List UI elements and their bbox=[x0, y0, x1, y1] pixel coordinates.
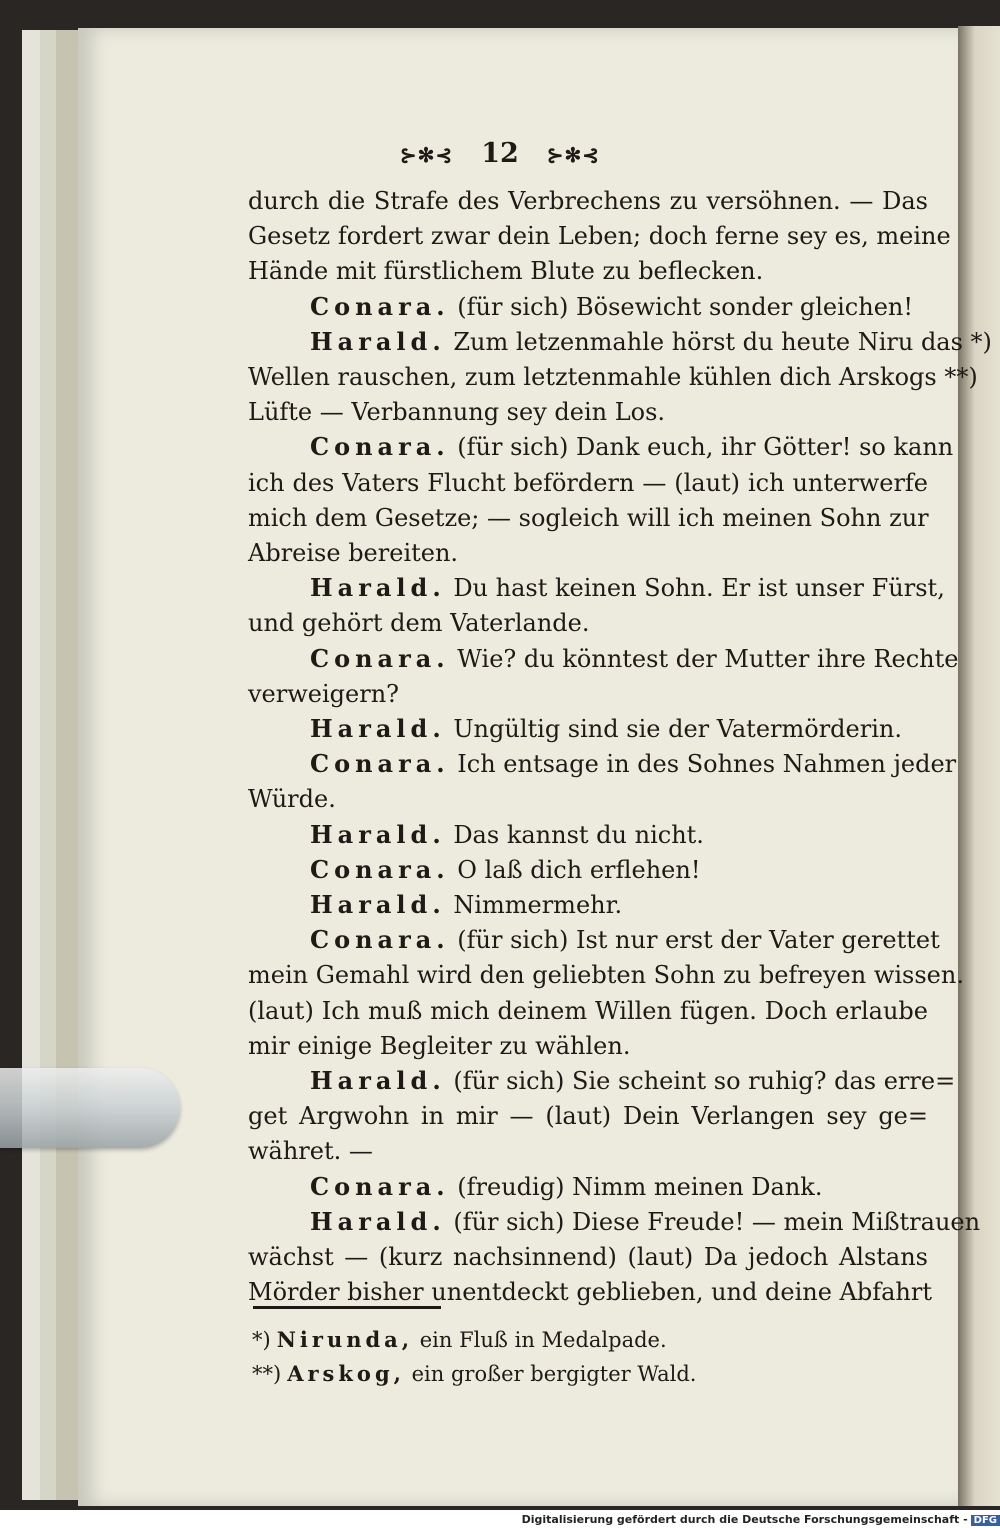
line-text: get Argwohn in mir — (laut) Dein Verlangen sey ge= bbox=[248, 1102, 928, 1131]
line-text: währet. — bbox=[248, 1137, 373, 1166]
page-number: 12 bbox=[481, 138, 519, 169]
text-line bbox=[310, 573, 945, 603]
text-line bbox=[248, 186, 928, 216]
text-line bbox=[310, 1206, 981, 1237]
speaker-name: Harald. bbox=[310, 1206, 446, 1236]
line-text: Lüfte — Verbannung sey dein Los. bbox=[248, 398, 666, 427]
speaker-name: Conara. bbox=[310, 432, 450, 462]
page-edge bbox=[22, 30, 40, 1500]
line-text: (für sich) Dank euch, ihr Götter! so kann bbox=[449, 433, 954, 462]
line-text: (laut) Ich muß mich deinem Willen fügen. Doch erlaube bbox=[248, 996, 928, 1025]
page-edge bbox=[56, 30, 78, 1500]
line-text: mir einige Begleiter zu wählen. bbox=[248, 1031, 631, 1060]
line-text: (für sich) Diese Freude! — mein Mißtrauen bbox=[445, 1207, 981, 1236]
text-line bbox=[310, 1066, 956, 1096]
text-line bbox=[248, 468, 928, 498]
footnote-term: Arskog, bbox=[287, 1361, 405, 1386]
text-line bbox=[248, 1136, 928, 1166]
page-header bbox=[0, 138, 1000, 169]
text-line bbox=[248, 608, 928, 638]
line-text: Ich entsage in des Sohnes Nahmen jeder bbox=[449, 750, 957, 779]
footer-text: Digitalisierung gefördert durch die Deutsche Forschungsgemeinschaft - bbox=[521, 1513, 968, 1526]
footnote-rule bbox=[253, 1306, 441, 1309]
text-line bbox=[248, 1031, 928, 1061]
text-line bbox=[248, 362, 978, 392]
text-line bbox=[310, 292, 928, 322]
speaker-name: Conara. bbox=[310, 1171, 450, 1201]
text-line bbox=[310, 1172, 928, 1202]
line-text: Gesetz fordert zwar dein Leben; doch ferne sey es, meine bbox=[248, 222, 951, 251]
ornament-left: ⊱✻⊰ bbox=[399, 143, 454, 167]
footnote bbox=[252, 1326, 667, 1354]
line-text: Hände mit fürstlichem Blute zu beflecken. bbox=[248, 257, 764, 286]
line-text: verweigern? bbox=[248, 679, 400, 708]
line-text: (für sich) Ist nur erst der Vater gerettet bbox=[449, 926, 940, 955]
text-line bbox=[310, 890, 928, 920]
text-line bbox=[310, 925, 940, 955]
line-text: Du hast keinen Sohn. Er ist unser Fürst, bbox=[445, 574, 945, 603]
text-line bbox=[310, 643, 959, 674]
line-text: Wie? du könntest der Mutter ihre Rechte bbox=[449, 644, 959, 673]
footnote-term: Nirunda, bbox=[276, 1327, 414, 1352]
text-line bbox=[310, 326, 992, 357]
digitization-footer bbox=[522, 1513, 1000, 1526]
line-text: Abreise bereiten. bbox=[248, 539, 459, 567]
text-line bbox=[248, 784, 928, 814]
footnote-text: ein großer bergigter Wald. bbox=[404, 1362, 697, 1386]
footnote-text: ein Fluß in Medalpade. bbox=[413, 1328, 667, 1352]
dfg-logo: DFG bbox=[971, 1515, 1000, 1526]
speaker-name: Harald. bbox=[310, 326, 446, 356]
line-text: mein Gemahl wird den geliebten Sohn zu befreyen wissen. bbox=[248, 961, 964, 990]
speaker-name: Harald. bbox=[310, 819, 446, 849]
speaker-name: Harald. bbox=[310, 573, 446, 603]
text-line bbox=[248, 960, 964, 990]
text-line bbox=[248, 996, 928, 1026]
text-line bbox=[248, 538, 928, 568]
speaker-name: Conara. bbox=[310, 643, 450, 673]
line-text: Das kannst du nicht. bbox=[445, 820, 704, 849]
line-text: durch die Strafe des Verbrechens zu versöhnen. — Das bbox=[248, 187, 928, 215]
footnote-mark: **) bbox=[252, 1362, 282, 1386]
text-line bbox=[248, 1101, 928, 1131]
line-text: und gehört dem Vaterlande. bbox=[248, 609, 590, 638]
speaker-name: Harald. bbox=[310, 1066, 446, 1095]
text-line bbox=[310, 714, 928, 744]
text-line bbox=[248, 1242, 928, 1272]
facing-page-edge bbox=[958, 26, 1000, 1506]
line-text: Zum letzenmahle hörst du heute Niru das *) bbox=[445, 327, 992, 356]
text-line bbox=[310, 855, 928, 885]
text-line bbox=[310, 432, 954, 462]
footnote-mark: *) bbox=[252, 1328, 271, 1352]
text-line bbox=[248, 679, 928, 709]
speaker-name: Conara. bbox=[310, 749, 450, 779]
text-line bbox=[248, 1277, 932, 1307]
line-text: mich dem Gesetze; — sogleich will ich meinen Sohn zur bbox=[248, 503, 929, 532]
line-text: ich des Vaters Flucht befördern — (laut) ich unterwerfe bbox=[248, 468, 928, 497]
page-clip bbox=[0, 1068, 180, 1148]
speaker-name: Harald. bbox=[310, 714, 446, 743]
line-text: O laß dich erflehen! bbox=[449, 855, 701, 884]
speaker-name: Conara. bbox=[310, 925, 450, 955]
line-text: wächst — (kurz nachsinnend) (laut) Da jedoch Alstans bbox=[248, 1243, 928, 1271]
speaker-name: Harald. bbox=[310, 890, 446, 919]
line-text: Wellen rauschen, zum letztenmahle kühlen dich Arskogs **) bbox=[248, 363, 978, 391]
speaker-name: Conara. bbox=[310, 854, 450, 884]
text-line bbox=[248, 503, 928, 533]
line-text: (für sich) Sie scheint so ruhig? das erre= bbox=[445, 1067, 956, 1095]
footnote bbox=[252, 1360, 696, 1388]
line-text: Ungültig sind sie der Vatermörderin. bbox=[445, 715, 902, 743]
text-line bbox=[310, 820, 928, 850]
line-text: Mörder bisher unentdeckt geblieben, und deine Abfahrt bbox=[248, 1278, 932, 1307]
ornament-right: ⊱✻⊰ bbox=[546, 143, 601, 167]
page-edge bbox=[40, 30, 56, 1500]
line-text: Nimmermehr. bbox=[445, 891, 623, 919]
line-text: Würde. bbox=[248, 785, 336, 814]
text-line bbox=[248, 221, 951, 251]
line-text: (für sich) Bösewicht sonder gleichen! bbox=[449, 292, 913, 321]
text-line bbox=[248, 397, 928, 427]
text-line bbox=[310, 749, 957, 779]
text-line bbox=[248, 256, 928, 286]
speaker-name: Conara. bbox=[310, 291, 450, 321]
line-text: (freudig) Nimm meinen Dank. bbox=[449, 1172, 823, 1201]
